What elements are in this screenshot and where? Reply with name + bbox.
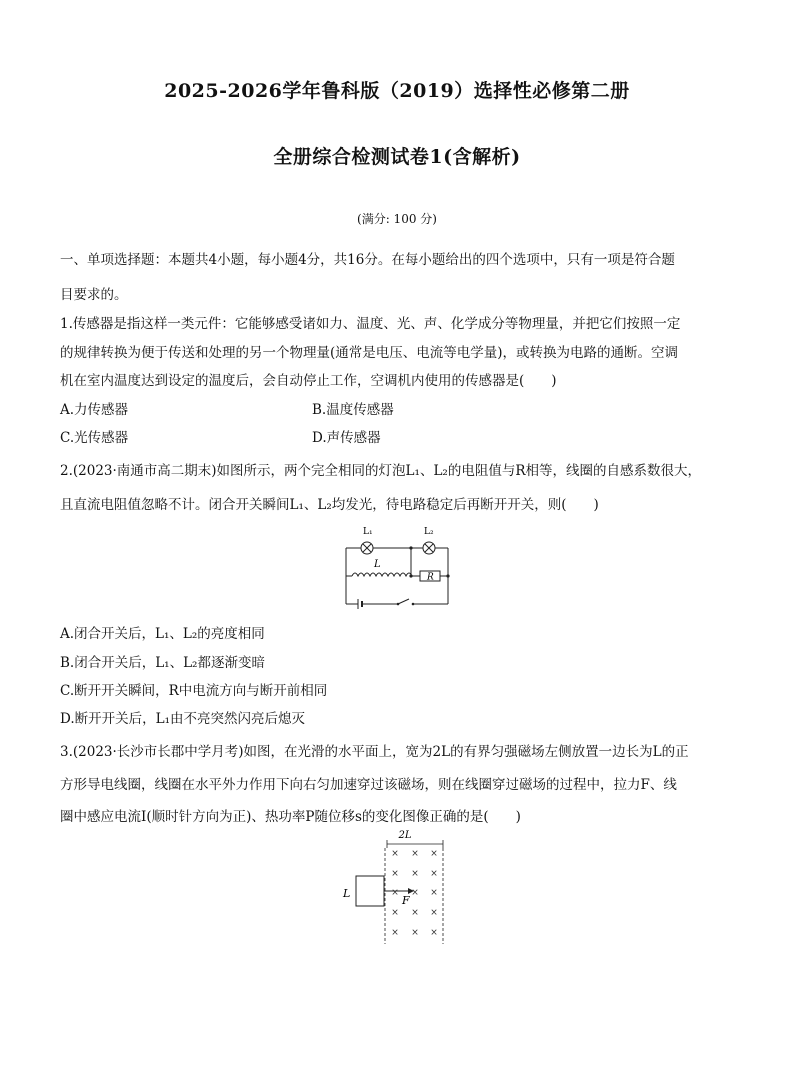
lamp-l2-label: L₂ bbox=[424, 527, 434, 537]
junction-dot-mid bbox=[409, 574, 412, 577]
field-cross: × bbox=[391, 888, 399, 898]
coil-side-label: L bbox=[343, 887, 351, 900]
field-cross: × bbox=[391, 908, 399, 918]
field-width-label: 2L bbox=[398, 830, 412, 841]
switch-contact-right bbox=[412, 603, 415, 606]
junction-dot-right bbox=[446, 574, 449, 577]
field-cross: × bbox=[391, 869, 399, 879]
field-cross: × bbox=[411, 888, 419, 898]
exam-title-line1: 2025-2026学年鲁科版（2019）选择性必修第二册 bbox=[164, 80, 630, 102]
q2-stem-line2: 且直流电阻值忽略不计。闭合开关瞬间L₁、L₂均发光，待电路稳定后再断开开关，则( ) bbox=[60, 497, 599, 513]
exam-title-line2: 全册综合检测试卷1(含解析) bbox=[273, 146, 521, 168]
q1-option-b: B.温度传感器 bbox=[312, 402, 394, 418]
q1-option-d: D.声传感器 bbox=[312, 430, 381, 446]
full-score: (满分: 100 分) bbox=[357, 212, 437, 226]
lamp-l2-icon bbox=[423, 542, 435, 554]
q3-stem-line1: 3.(2023·长沙市长郡中学月考)如图，在光滑的水平面上，宽为2L的有界匀强磁场左侧放置一边长为L的正 bbox=[60, 744, 689, 760]
q1-stem-line2: 的规律转换为便于传送和处理的另一个物理量(通常是电压、电流等电学量)，或转换为电路的通断。空调 bbox=[60, 345, 679, 361]
q1-stem-line3: 机在室内温度达到设定的温度后，会自动停止工作，空调机内使用的传感器是( ) bbox=[60, 373, 557, 389]
field-cross: × bbox=[411, 908, 419, 918]
q1-stem-line1: 1.传感器是指这样一类元件：它能够感受诸如力、温度、光、声、化学成分等物理量，并把它们按照一定 bbox=[60, 316, 681, 332]
field-cross: × bbox=[411, 869, 419, 879]
field-cross: × bbox=[430, 928, 438, 938]
field-cross: × bbox=[391, 849, 399, 859]
field-cross: × bbox=[391, 928, 399, 938]
field-cross: × bbox=[430, 888, 438, 898]
field-cross: × bbox=[411, 928, 419, 938]
lamp-l1-label: L₁ bbox=[363, 527, 373, 537]
q2-option-a: A.闭合开关后，L₁、L₂的亮度相同 bbox=[60, 626, 265, 642]
q3-stem-line3: 圈中感应电流I(顺时针方向为正)、热功率P随位移s的变化图像正确的是( ) bbox=[60, 809, 521, 825]
field-cross: × bbox=[430, 849, 438, 859]
section1-instruction-line1: 一、单项选择题：本题共4小题，每小题4分，共16分。在每小题给出的四个选项中，只有一项是符合题 bbox=[60, 252, 675, 268]
inductor-label: L bbox=[374, 559, 381, 570]
q1-option-a: A.力传感器 bbox=[60, 402, 129, 418]
q2-option-d: D.断开开关后，L₁由不亮突然闪亮后熄灭 bbox=[60, 711, 306, 727]
field-cross: × bbox=[411, 849, 419, 859]
q2-stem-line1: 2.(2023·南通市高二期末)如图所示，两个完全相同的灯泡L₁、L₂的电阻值与R相等，线圈的自感系数很大， bbox=[60, 463, 701, 479]
field-cross: × bbox=[430, 869, 438, 879]
force-label: F bbox=[402, 894, 410, 907]
q3-stem-line2: 方形导电线圈，线圈在水平外力作用下向右匀加速穿过该磁场，则在线圈穿过磁场的过程中，拉力F、线 bbox=[60, 777, 677, 793]
resistor-label: R bbox=[427, 572, 434, 583]
switch-contact-left bbox=[397, 603, 400, 606]
junction-dot-top bbox=[409, 546, 412, 549]
q1-option-c: C.光传感器 bbox=[60, 430, 129, 446]
field-cross: × bbox=[430, 908, 438, 918]
q3-magnetic-field-diagram bbox=[340, 826, 450, 946]
lamp-l1-icon bbox=[361, 542, 373, 554]
q2-option-c: C.断开开关瞬间，R中电流方向与断开前相同 bbox=[60, 683, 328, 699]
section1-instruction-line2: 目要求的。 bbox=[60, 287, 128, 303]
q2-circuit-diagram bbox=[338, 522, 458, 610]
q2-option-b: B.闭合开关后，L₁、L₂都逐渐变暗 bbox=[60, 655, 265, 671]
square-coil bbox=[356, 876, 384, 906]
